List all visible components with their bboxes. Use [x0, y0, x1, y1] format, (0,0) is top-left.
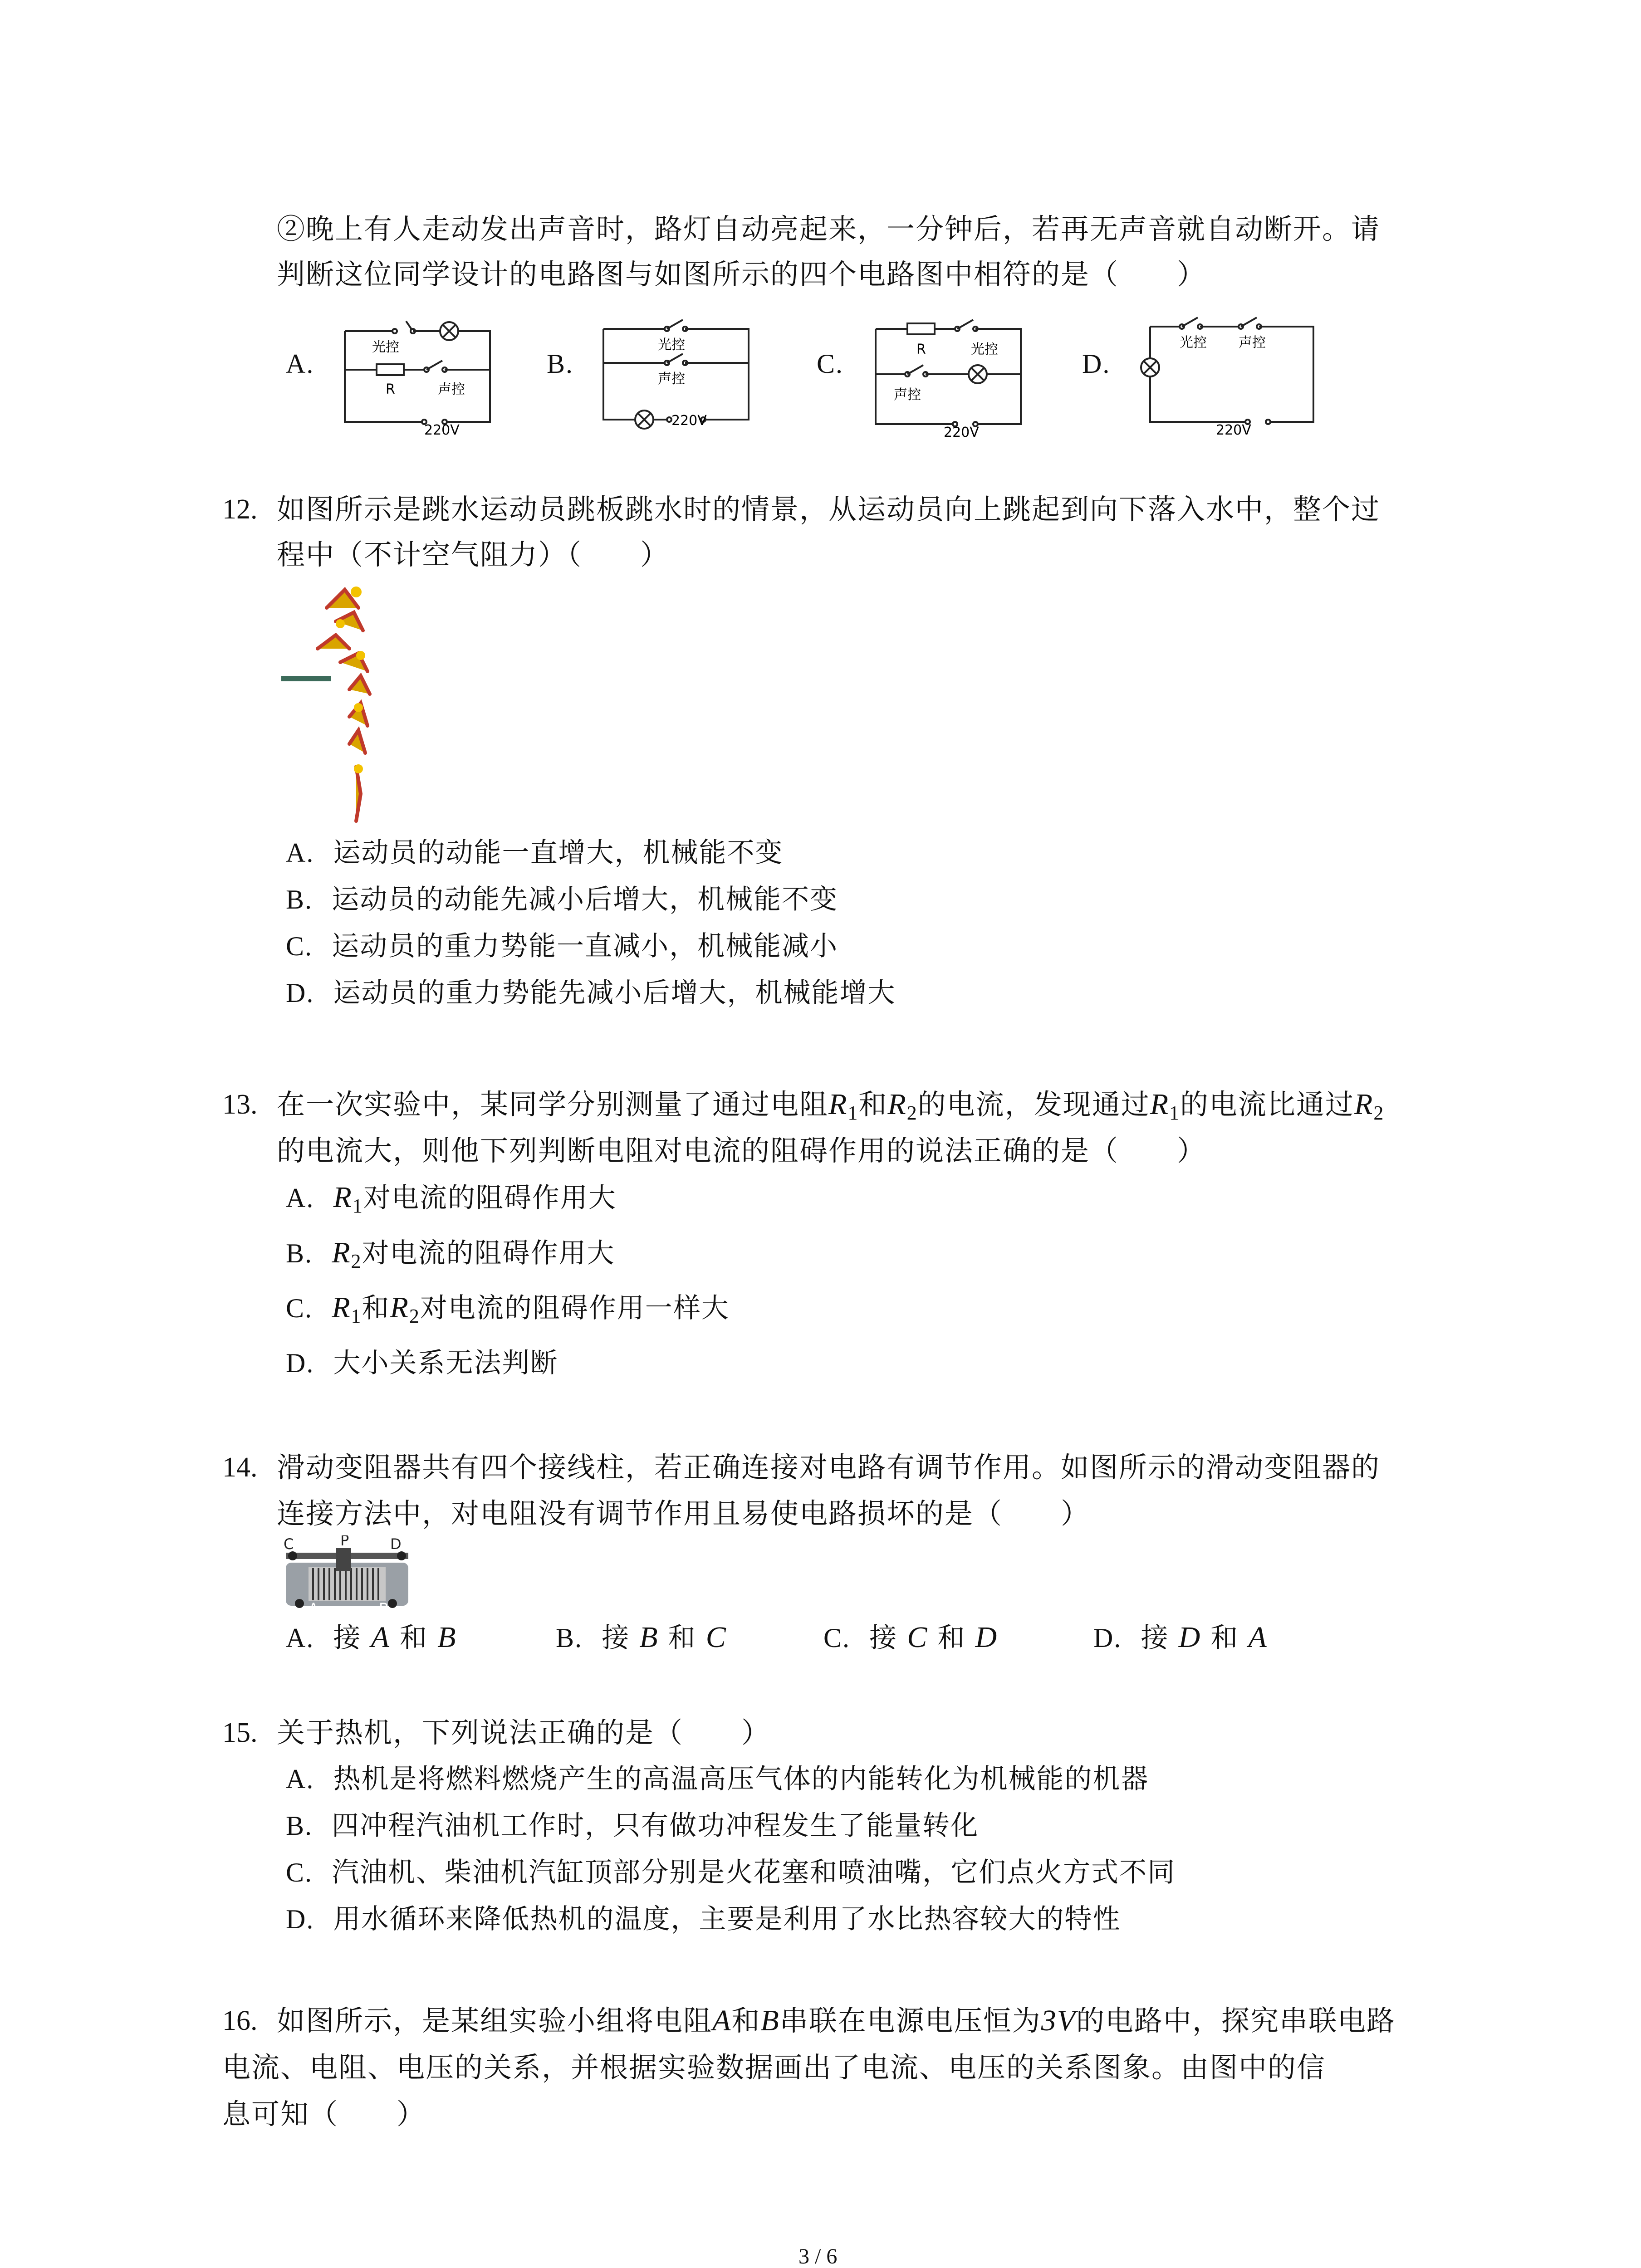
q11-line-1: ②晚上有人走动发出声音时，路灯自动亮起来，一分钟后，若再无声音就自动断开。请: [277, 212, 1381, 245]
q11-option-d-letter[interactable]: D.: [1082, 349, 1111, 379]
rheostat-label-d: D: [390, 1535, 402, 1553]
diver-image: [272, 581, 390, 835]
circuit-a-label-light: 光控: [372, 339, 399, 355]
q14-option-d[interactable]: D. 接 D 和 A: [1093, 1621, 1268, 1654]
q12-line-1: 如图所示是跳水运动员跳板跳水时的情景，从运动员向上跳起到向下落入水中，整个过: [277, 493, 1381, 526]
circuit-diagram-c: [867, 311, 1030, 438]
q14-line-2: 连接方法中，对电阻没有调节作用且易使电路损坏的是（ ）: [277, 1497, 1090, 1530]
q13-option-a[interactable]: A. $R_1$对电流的阻碍作用大: [286, 1181, 617, 1217]
q14-option-c[interactable]: C. 接 C 和 D: [823, 1621, 998, 1654]
q15-option-d[interactable]: D. 用水循环来降低热机的温度，主要是利用了水比热容较大的特性: [286, 1903, 1121, 1935]
q16-line-3: 息可知（ ）: [222, 2097, 426, 2131]
q11-option-c-letter[interactable]: C.: [817, 349, 844, 379]
circuit-a-label-r: R: [386, 381, 395, 397]
circuit-b-label-sound: 声控: [658, 371, 685, 387]
q12-option-a[interactable]: A. 运动员的动能一直增大，机械能不变: [286, 837, 784, 869]
q12-number: 12.: [222, 494, 258, 525]
circuit-c-label-sound: 声控: [894, 387, 921, 403]
q13-number: 13.: [222, 1089, 258, 1120]
q15-line-1: 关于热机，下列说法正确的是（ ）: [277, 1716, 771, 1749]
rheostat-label-c: C: [284, 1535, 294, 1553]
q15-option-a[interactable]: A. 热机是将燃料燃烧产生的高温高压气体的内能转化为机械能的机器: [286, 1763, 1149, 1795]
rheostat-label-p: P: [340, 1535, 349, 1549]
circuit-a-label-voltage: 220V: [424, 422, 460, 435]
circuit-d-label-light: 光控: [1180, 335, 1207, 351]
rheostat-label-b: B: [379, 1600, 389, 1617]
q12-option-b[interactable]: B. 运动员的动能先减小后增大，机械能不变: [286, 884, 838, 915]
rheostat-label-a: A: [309, 1600, 318, 1617]
q13-option-c[interactable]: C. $R_1$和$R_2$对电流的阻碍作用一样大: [286, 1291, 730, 1327]
q14-line-1: 滑动变阻器共有四个接线柱，若正确连接对电路有调节作用。如图所示的滑动变阻器的: [277, 1451, 1381, 1484]
page-number: 3 / 6: [798, 2244, 838, 2268]
circuit-d-label-sound: 声控: [1239, 335, 1266, 351]
circuit-diagram-a: [336, 313, 499, 435]
diving-board: [281, 676, 331, 681]
circuit-diagram-d: [1132, 308, 1323, 435]
q14-number: 14.: [222, 1452, 258, 1483]
circuit-b-label-voltage: 220V: [671, 413, 707, 429]
q11-line-2: 判断这位同学设计的电路图与如图所示的四个电路图中相符的是（ ）: [277, 258, 1206, 291]
q12-line-2: 程中（不计空气阻力）（ ）: [277, 538, 670, 571]
q16-number: 16.: [222, 2005, 258, 2036]
q15-option-c[interactable]: C. 汽油机、柴油机汽缸顶部分别是火花塞和喷油嘴，它们点火方式不同: [286, 1857, 1176, 1888]
q12-option-c[interactable]: C. 运动员的重力势能一直减小，机械能减小: [286, 930, 838, 962]
circuit-c-label-light: 光控: [971, 342, 998, 357]
circuit-a-label-sound: 声控: [438, 381, 465, 397]
q12-option-d[interactable]: D. 运动员的重力势能先减小后增大，机械能增大: [286, 977, 896, 1009]
q14-option-b[interactable]: B. 接 B 和 C: [556, 1621, 727, 1654]
q13-line-2: 的电流大，则他下列判断电阻对电流的阻碍作用的说法正确的是（ ）: [277, 1134, 1206, 1167]
q13-option-d[interactable]: D. 大小关系无法判断: [286, 1347, 558, 1379]
q11-option-a-letter[interactable]: A.: [286, 349, 314, 379]
q15-number: 15.: [222, 1717, 258, 1748]
circuit-d-label-voltage: 220V: [1216, 422, 1251, 435]
circuit-c-label-voltage: 220V: [944, 425, 979, 438]
q11-option-b-letter[interactable]: B.: [547, 349, 574, 379]
q13-option-b[interactable]: B. $R_2$对电流的阻碍作用大: [286, 1236, 615, 1272]
q16-line-2: 电流、电阻、电压的关系，并根据实验数据画出了电流、电压的关系图象。由图中的信: [222, 2051, 1326, 2084]
circuit-c-label-r: R: [916, 342, 926, 357]
circuit-diagram-b: [594, 311, 758, 433]
q15-option-b[interactable]: B. 四冲程汽油机工作时，只有做功冲程发生了能量转化: [286, 1810, 979, 1842]
circuit-b-label-light: 光控: [658, 337, 685, 353]
rheostat-image: [277, 1535, 417, 1617]
q16-line-1: 如图所示，是某组实验小组将电阻A和B串联在电源电压恒为3V的电路中，探究串联电路: [277, 2004, 1396, 2037]
q13-line-1: 在一次实验中，某同学分别测量了通过电阻$R_1$和$R_2$的电流，发现通过$R_1$的电流比通过$R_2$: [277, 1088, 1385, 1124]
q14-option-a[interactable]: A. 接 A 和 B: [286, 1621, 457, 1654]
